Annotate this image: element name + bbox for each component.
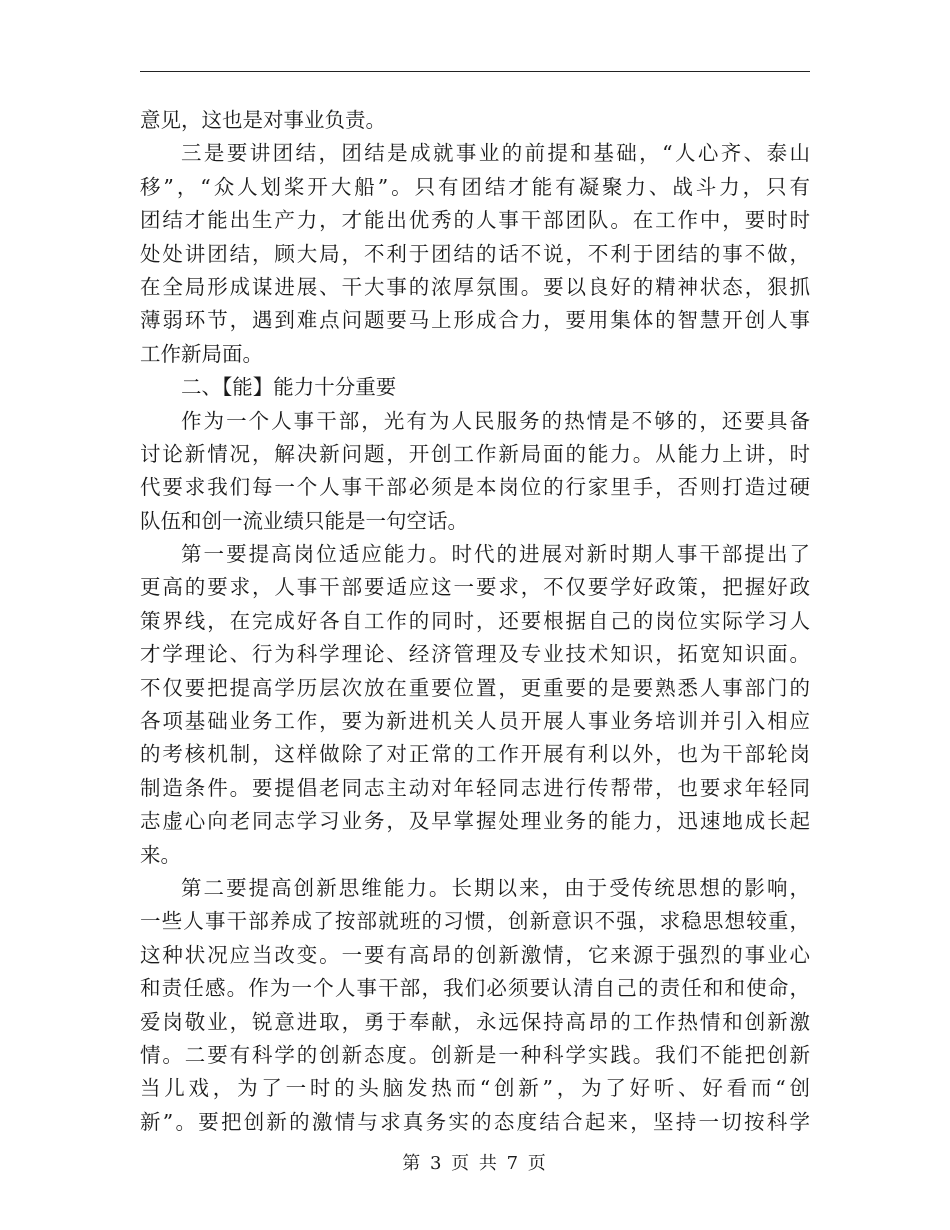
text-line: 讨论新情况，解决新问题，开创工作新局面的能力。从能力上讲，时 xyxy=(140,441,810,466)
text-line: 和责任感。作为一个人事干部，我们必须要认清自己的责任和和使命， xyxy=(140,976,810,1001)
text-line: 策界线，在完成好各自工作的同时，还要根据自己的岗位实际学习人 xyxy=(140,608,810,633)
text-line: 处处讲团结，顾大局，不利于团结的话不说，不利于团结的事不做， xyxy=(140,241,810,266)
text-line: 工作新局面。 xyxy=(140,341,263,366)
text-line: 二、【能】能力十分重要 xyxy=(181,375,397,400)
text-line: 爱岗敬业，锐意进取，勇于奉献，永远保持高昂的工作热情和创新激 xyxy=(140,1009,810,1034)
text-line: 当儿戏，为了一时的头脑发热而“创新”，为了好听、好看而“创 xyxy=(140,1076,810,1101)
text-line: 第一要提高岗位适应能力。时代的进展对新时期人事干部提出了 xyxy=(181,542,810,567)
text-line: 不仅要把提高学历层次放在重要位置，更重要的是要熟悉人事部门的 xyxy=(140,675,810,700)
text-line: 才学理论、行为科学理论、经济管理及专业技术知识，拓宽知识面。 xyxy=(140,642,810,667)
text-line: 三是要讲团结，团结是成就事业的前提和基础，“人心齐、泰山 xyxy=(181,141,810,166)
page-footer: 第 3 页 共 7 页 xyxy=(402,1153,548,1174)
text-line: 来。 xyxy=(140,842,181,867)
text-line: 代要求我们每一个人事干部必须是本岗位的行家里手，否则打造过硬 xyxy=(140,475,810,500)
text-line: 这种状况应当改变。一要有高昂的创新激情，它来源于强烈的事业心 xyxy=(140,942,810,967)
text-line: 团结才能出生产力，才能出优秀的人事干部团队。在工作中，要时时 xyxy=(140,208,810,233)
text-line: 第二要提高创新思维能力。长期以来，由于受传统思想的影响， xyxy=(181,875,810,900)
text-line: 更高的要求，人事干部要适应这一要求，不仅要学好政策，把握好政 xyxy=(140,575,810,600)
text-line: 队伍和创一流业绩只能是一句空话。 xyxy=(140,508,468,533)
text-line: 各项基础业务工作，要为新进机关人员开展人事业务培训并引入相应 xyxy=(140,709,810,734)
text-line: 新”。要把创新的激情与求真务实的态度结合起来，坚持一切按科学 xyxy=(140,1109,810,1134)
text-line: 作为一个人事干部，光有为人民服务的热情是不够的，还要具备 xyxy=(181,408,810,433)
text-line: 在全局形成谋进展、干大事的浓厚氛围。要以良好的精神状态，狠抓 xyxy=(140,274,810,299)
document-body xyxy=(140,104,810,1139)
text-line: 意见，这也是对事业负责。 xyxy=(140,108,386,132)
text-line: 情。二要有科学的创新态度。创新是一种科学实践。我们不能把创新 xyxy=(140,1042,810,1067)
text-line: 志虚心向老同志学习业务，及早掌握处理业务的能力，迅速地成长起 xyxy=(140,809,810,834)
text-line: 薄弱环节，遇到难点问题要马上形成合力，要用集体的智慧开创人事 xyxy=(140,308,810,333)
text-line: 制造条件。要提倡老同志主动对年轻同志进行传帮带，也要求年轻同 xyxy=(140,775,810,800)
text-line: 移”，“众人划桨开大船”。只有团结才能有凝聚力、战斗力，只有 xyxy=(140,174,810,199)
text-line: 一些人事干部养成了按部就班的习惯，创新意识不强，求稳思想较重， xyxy=(140,909,810,934)
text-line: 的考核机制，这样做除了对正常的工作开展有利以外，也为干部轮岗 xyxy=(140,742,810,767)
header-rule xyxy=(140,71,810,72)
